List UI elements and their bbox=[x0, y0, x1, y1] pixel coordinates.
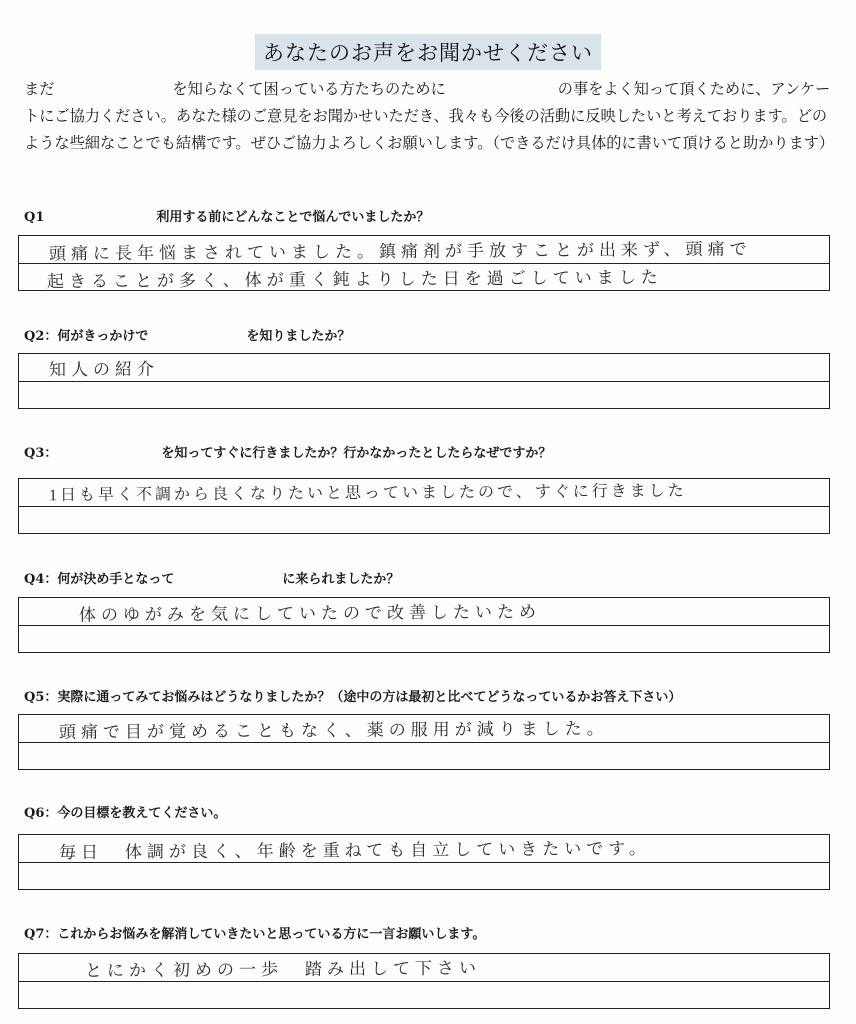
answer-divider bbox=[19, 981, 829, 982]
answer-line-1: 頭痛に長年悩まされていました。鎮痛剤が手放すことが出来ず、頭痛で bbox=[48, 239, 752, 264]
answer-line-1: 頭痛で目が覚めることもなく、薬の服用が減りました。 bbox=[58, 719, 609, 742]
intro-text bbox=[24, 76, 836, 157]
answer-line-1: 体のゆがみを気にしていたので改善したいため bbox=[78, 602, 542, 625]
question-1 bbox=[24, 206, 836, 225]
answer-box-7 bbox=[18, 953, 830, 1009]
question-text: 利用する前にどんなことで悩んでいましたか？ bbox=[156, 210, 430, 225]
question-number: Q5： bbox=[24, 690, 58, 705]
title-wrap bbox=[0, 34, 856, 70]
question-text-post: を知りましたか？ bbox=[246, 329, 351, 344]
answer-box-5 bbox=[18, 714, 830, 770]
answer-line-2: 起きることが多く、体が重く鈍よりした日を過ごしていました bbox=[46, 267, 663, 292]
answer-line-1: 毎日 体調が良く、年齢を重ねても自立していきたいです。 bbox=[58, 838, 651, 863]
question-7 bbox=[24, 923, 836, 942]
answer-box-6 bbox=[18, 834, 830, 890]
question-number: Q7： bbox=[24, 927, 58, 942]
intro-part2: を知らなくて困っている方たちのために bbox=[172, 80, 446, 98]
answer-box-4 bbox=[18, 597, 830, 653]
question-text-pre: 何が決め手となって bbox=[57, 572, 175, 587]
question-number: Q6： bbox=[24, 806, 58, 821]
intro-part3: の事をよく知って頂くために、アンケートにご協力ください。あなた様のご意見をお聞かせいただき、我々も今後の活動に反映したいと考えております。どのような些細なことでも結構です。ぜひご協力よろしくお願いします。（できるだけ具体的に書いて頂けると助かります） bbox=[24, 80, 835, 152]
question-text-post: に来られましたか？ bbox=[282, 572, 400, 587]
question-text-pre: 何がきっかけで bbox=[57, 329, 149, 344]
question-3 bbox=[24, 442, 836, 461]
question-text: 実際に通ってみてお悩みはどうなりましたか？（途中の方は最初と比べてどうなっているかお答え下さい） bbox=[57, 690, 682, 705]
question-text: 今の目標を教えてください。 bbox=[57, 806, 227, 821]
answer-line-1: とにかく初めの一歩 踏み出して下さい bbox=[84, 958, 482, 981]
question-text-post: を知ってすぐに行きましたか？行かなかったとしたらなぜですか？ bbox=[161, 446, 552, 461]
question-text: これからお悩みを解消していきたいと思っている方に一言お願いします。 bbox=[57, 927, 486, 942]
question-2 bbox=[24, 325, 836, 344]
question-5 bbox=[24, 686, 836, 705]
question-number: Q2： bbox=[24, 329, 58, 344]
question-number: Q4： bbox=[24, 572, 58, 587]
answer-divider bbox=[19, 381, 829, 382]
question-4 bbox=[24, 568, 836, 587]
answer-box-3 bbox=[18, 478, 830, 534]
answer-box-1 bbox=[18, 235, 830, 291]
question-6 bbox=[24, 802, 836, 821]
answer-line-1: 知人の紹介 bbox=[48, 359, 160, 380]
answer-box-2 bbox=[18, 353, 830, 409]
question-number: Q3： bbox=[24, 446, 58, 461]
question-number: Q1 bbox=[24, 210, 45, 225]
answer-divider bbox=[19, 506, 829, 507]
answer-line-1: 1日も早く不調から良くなりたいと思っていましたので、すぐに行きました bbox=[48, 482, 687, 505]
page-title: あなたのお声をお聞かせください bbox=[255, 34, 601, 70]
intro-part1: まだ bbox=[24, 80, 55, 98]
